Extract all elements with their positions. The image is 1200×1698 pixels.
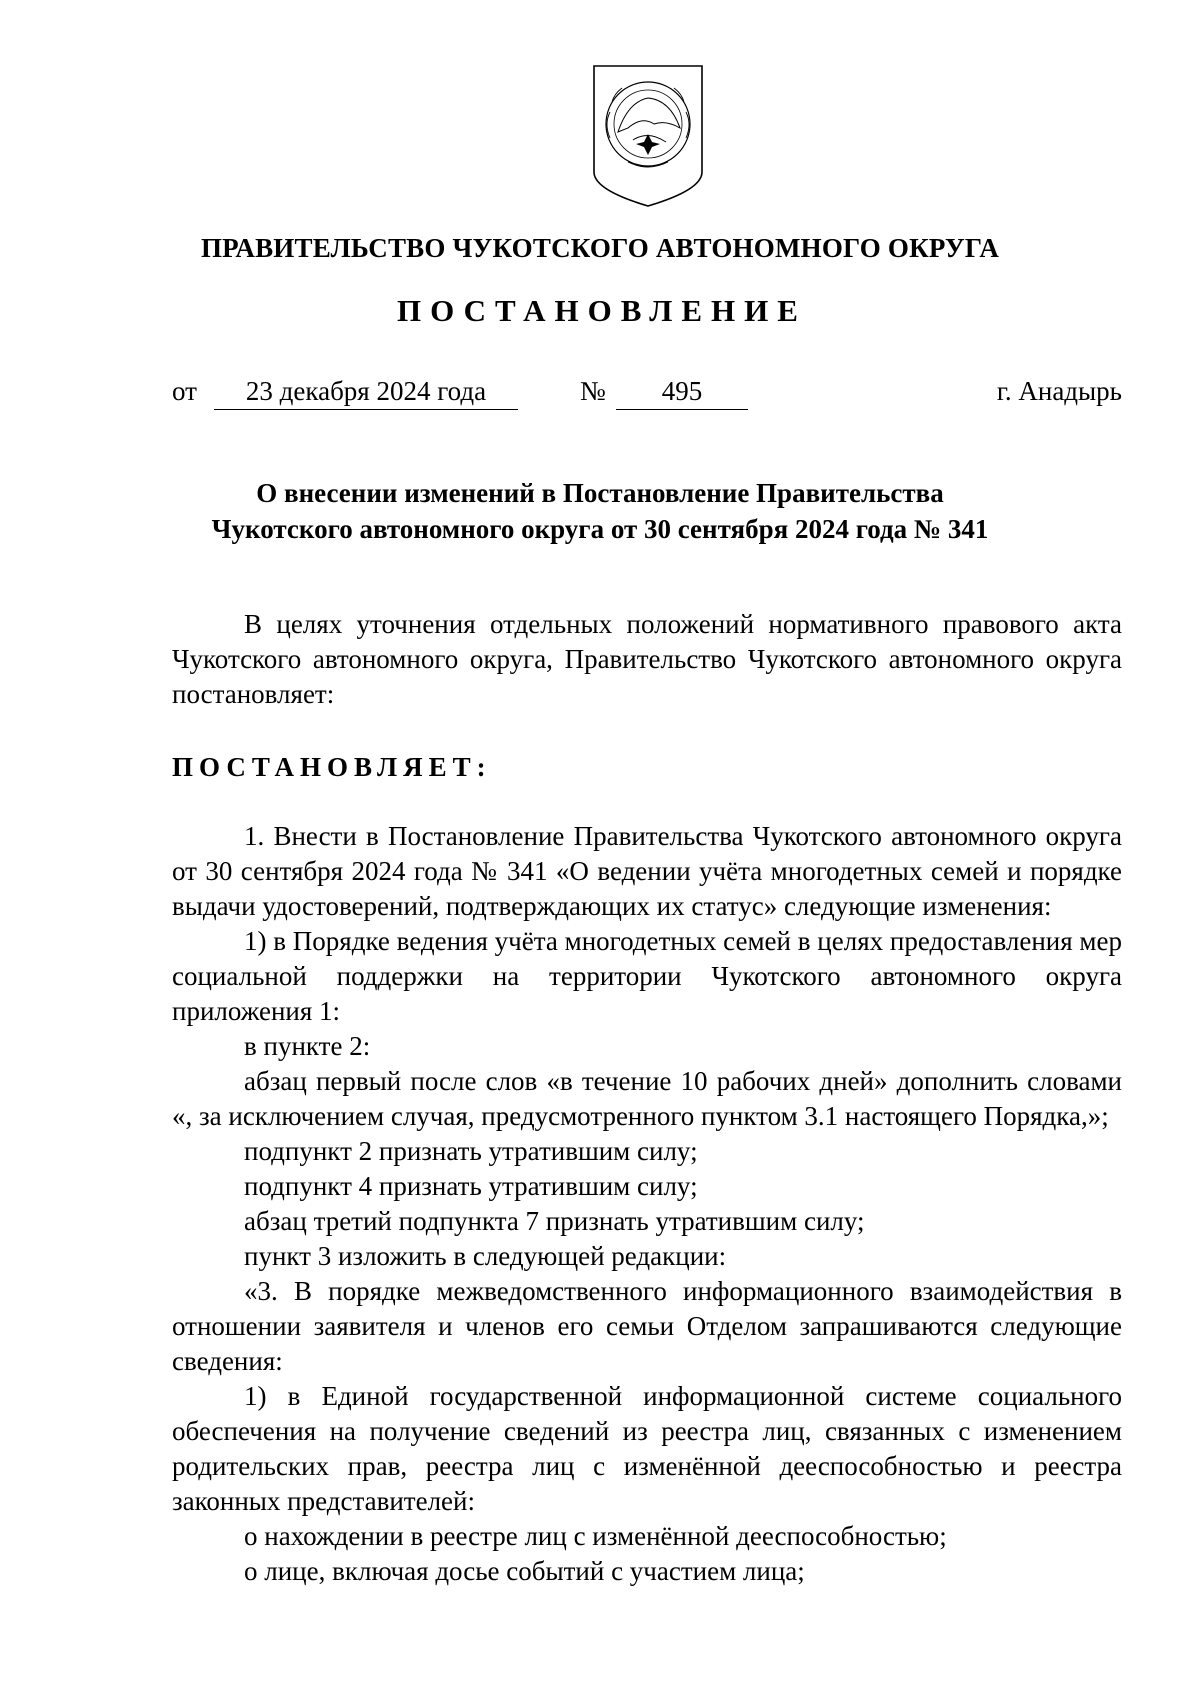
subject-line: Чукотского автономного округа от 30 сентября 2024 года № 341 — [211, 514, 989, 544]
document-date: 23 декабря 2024 года — [214, 376, 518, 410]
body-paragraph: 1) в Порядке ведения учёта многодетных семей в целях предоставления мер социальной поддержки на территории Чукотского автономного округа приложения 1: — [172, 926, 1122, 1026]
document-subject — [150, 475, 1050, 547]
coat-of-arms-emblem — [588, 62, 708, 212]
city-name: г. Анадырь — [996, 376, 1122, 406]
body-paragraph: подпункт 2 признать утратившим силу; — [244, 1136, 698, 1166]
body-paragraph: в пункте 2: — [244, 1031, 371, 1061]
body-paragraph: 1. Внести в Постановление Правительства Чукотского автономного округа от 30 сентября 2024 года № 341 «О ведении учёта многодетных семей и порядке выдачи удостоверений, подтверждающих их статус» следующие изменения: — [172, 821, 1122, 921]
document-meta-row — [172, 376, 1122, 416]
date-prefix-label: от — [172, 376, 197, 406]
body-paragraph: пункт 3 изложить в следующей редакции: — [244, 1241, 727, 1271]
document-number: 495 — [616, 376, 748, 410]
document-type-title: ПОСТАНОВЛЕНИЕ — [397, 293, 807, 328]
body-paragraph: подпункт 4 признать утратившим силу; — [244, 1171, 698, 1201]
body-paragraph: абзац первый после слов «в течение 10 рабочих дней» дополнить словами «, за исключением случая, предусмотренного пунктом 3.1 настоящего Порядка,»; — [172, 1066, 1122, 1131]
government-name: ПРАВИТЕЛЬСТВО ЧУКОТСКОГО АВТОНОМНОГО ОКРУГА — [200, 233, 1000, 263]
subject-line: О внесении изменений в Постановление Правительства — [256, 478, 944, 508]
body-paragraph: абзац третий подпункта 7 признать утратившим силу; — [244, 1206, 865, 1236]
number-label: № — [580, 376, 606, 406]
ruling-heading: ПОСТАНОВЛЯЕТ: — [172, 752, 492, 782]
body-paragraph: 1) в Единой государственной информационной системе социального обеспечения на получение сведений из реестра лиц, связанных с изменением родительских прав, реестра лиц с изменённой дееспособностью и реестра законных представителей: — [172, 1381, 1122, 1516]
preamble-paragraph: В целях уточнения отдельных положений нормативного правового акта Чукотского автономного округа, Правительство Чукотского автономного округа постановляет: — [172, 609, 1122, 709]
document-body — [172, 607, 1122, 1589]
body-paragraph: о нахождении в реестре лиц с изменённой дееспособностью; — [244, 1521, 947, 1551]
body-paragraph: о лице, включая досье событий с участием лица; — [244, 1556, 805, 1586]
body-paragraph: «3. В порядке межведомственного информационного взаимодействия в отношении заявителя и членов его семьи Отделом запрашиваются следующие сведения: — [172, 1276, 1122, 1376]
